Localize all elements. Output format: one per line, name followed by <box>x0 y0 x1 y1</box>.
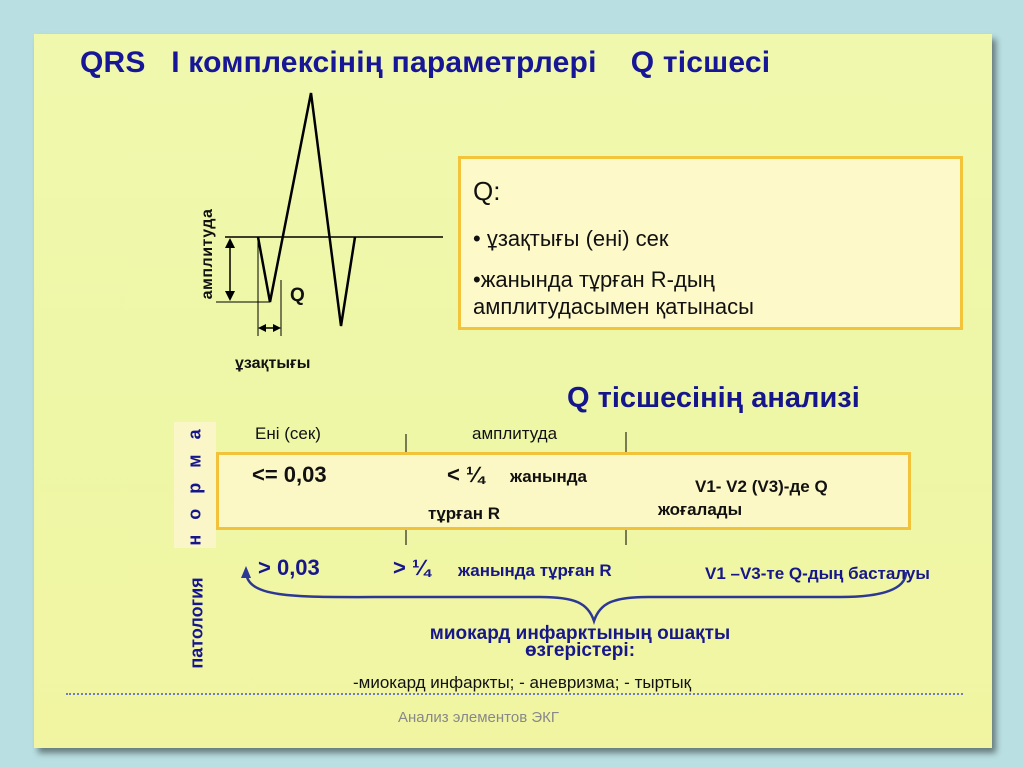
q-box-item-ratio-line1: •жанында тұрған R-дың <box>473 267 715 292</box>
norm-amp-line2: тұрған R <box>428 504 500 523</box>
q-box-heading: Q: <box>473 176 501 206</box>
path-amp-symbol: > ¼ <box>393 555 431 580</box>
norm-width-value: <= 0,03 <box>252 462 327 487</box>
norm-amp-symbol: < ¼ <box>447 462 485 487</box>
amplitude-arrow-head-up <box>225 238 235 248</box>
q-box-item-ratio-line2: амплитудасымен қатынасы <box>473 294 754 319</box>
q-info-box <box>458 156 963 330</box>
analysis-title: Q тісшесінің анализі <box>567 382 860 414</box>
causes-list: -миокард инфаркты; - аневризма; - тыртық <box>353 673 692 692</box>
footer-text: Анализ элементов ЭКГ <box>398 709 559 726</box>
q-wave-label: Q <box>290 285 305 306</box>
conclusion <box>380 625 780 659</box>
amplitude-label: амплитуда <box>199 208 216 300</box>
duration-arrow-head-left <box>258 324 266 332</box>
path-width-value: > 0,03 <box>258 555 320 580</box>
norm-amp-line1: жанында <box>510 467 588 486</box>
amplitude-arrow-head-down <box>225 291 235 301</box>
header-amplitude: амплитуда <box>472 424 558 443</box>
dotted-divider <box>66 693 963 695</box>
norma-label: н о р м а <box>184 424 205 546</box>
brace-arrow-head <box>241 566 251 578</box>
header-width: Ені (сек) <box>255 424 321 443</box>
pathology-label: патология <box>186 577 207 669</box>
norm-leads-line1: V1- V2 (V3)-де Q <box>695 477 828 496</box>
duration-arrow-head-right <box>273 324 281 332</box>
path-amp-text: жанында тұрған R <box>458 561 612 580</box>
path-leads-text: V1 –V3-те Q-дың басталуы <box>705 564 930 583</box>
q-box-item-duration: • ұзақтығы (ені) сек <box>473 226 669 251</box>
conclusion-line1: миокард инфарктының ошақты <box>429 623 731 644</box>
qrs-wave <box>258 93 355 326</box>
slide-title: QRS I комплексінің параметрлері Q тісшесі <box>80 46 771 79</box>
duration-label: ұзақтығы <box>235 355 311 372</box>
conclusion-line2: өзгерістері: <box>524 640 636 661</box>
norm-leads-line2: жоғалады <box>658 500 743 519</box>
